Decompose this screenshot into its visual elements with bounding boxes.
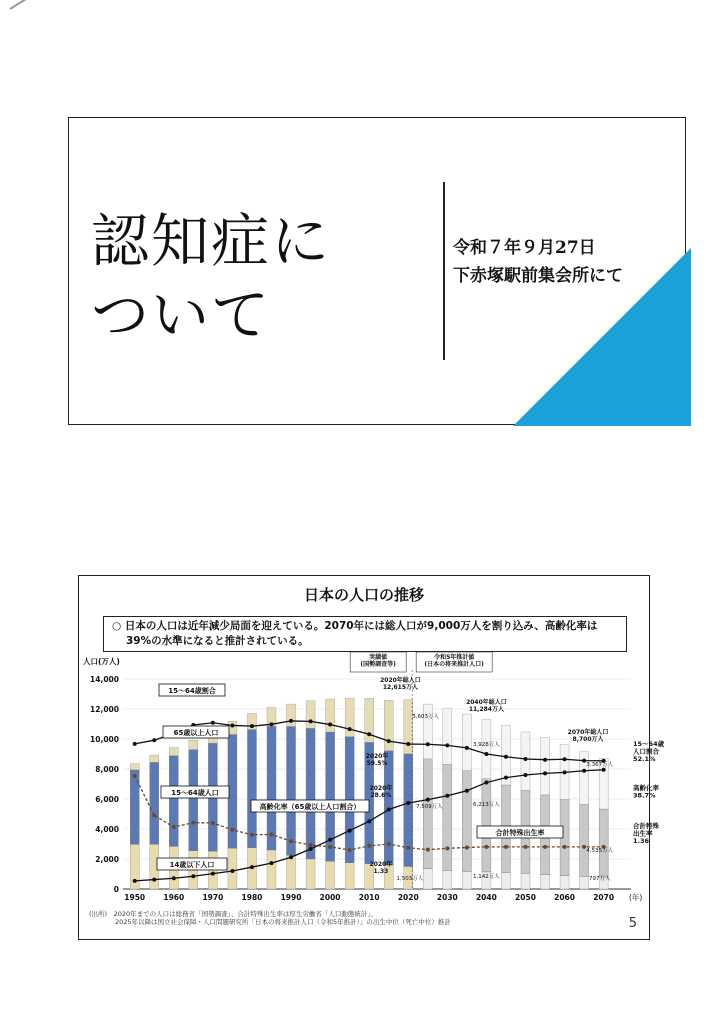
bar-segment-65 — [521, 732, 530, 790]
marker-fertility-rate — [563, 845, 567, 849]
bar-segment-14 — [521, 873, 530, 889]
marker-aging-rate — [406, 801, 410, 805]
annotation-right-15-64: 15～64歳人口割合 52.1% — [633, 740, 665, 763]
annotation-ratio-2020: 2020年 59.5% — [365, 753, 389, 767]
annotation-65-2040: 3,928万人 — [473, 742, 500, 748]
marker-aging-rate — [309, 847, 313, 851]
annotation-15-64-2020: 7,509万人 — [416, 804, 443, 810]
marker-fertility-rate — [289, 839, 293, 843]
circle-bullet-icon: ○ — [112, 620, 125, 632]
marker-15-64-ratio — [367, 732, 371, 736]
marker-fertility-rate — [211, 821, 215, 825]
marker-fertility-rate — [309, 843, 313, 847]
y-tick-label: 14,000 — [90, 675, 119, 684]
bar-segment-14 — [287, 855, 296, 889]
bar-segment-65 — [423, 704, 432, 759]
bar-segment-65 — [150, 755, 159, 762]
marker-aging-rate — [133, 879, 137, 883]
marker-fertility-rate — [328, 845, 332, 849]
x-tick-label: 2050 — [515, 893, 536, 902]
annotation-65-2070: 3,367万人 — [586, 762, 614, 768]
bar-segment-65 — [443, 709, 452, 764]
marker-15-64-ratio — [289, 719, 293, 723]
x-axis-unit-label: (年) — [629, 893, 643, 902]
event-date: 令和７年９月27日 — [453, 238, 596, 258]
bar-segment-14 — [462, 871, 471, 889]
summary-line-2: 39%の水準になると推計されている。 — [126, 635, 309, 647]
marker-aging-rate — [602, 768, 606, 772]
marker-aging-rate — [191, 874, 195, 878]
chart-slide-title: 日本の人口の推移 — [303, 586, 424, 604]
marker-aging-rate — [367, 819, 371, 823]
bar-segment-14 — [443, 870, 452, 889]
marker-15-64-ratio — [387, 739, 391, 743]
bar-segment-14 — [501, 872, 510, 889]
y-tick-label: 6,000 — [95, 795, 119, 804]
bar-segment-14 — [541, 875, 550, 889]
marker-15-64-ratio — [563, 757, 567, 761]
bar-segment-65 — [306, 701, 315, 728]
y-tick-label: 8,000 — [95, 765, 119, 774]
bar-segment-14 — [267, 850, 276, 889]
legend-fertility-rate: 合計特殊出生率 — [495, 829, 545, 837]
annotation-total-2070: 2070年総人口 8,700万人 — [567, 729, 609, 743]
marker-fertility-rate — [152, 814, 156, 818]
x-tick-label: 1990 — [280, 893, 302, 902]
marker-fertility-rate — [426, 848, 430, 852]
marker-15-64-ratio — [250, 724, 254, 728]
x-tick-label: 2010 — [358, 893, 380, 902]
bar-segment-15-64 — [287, 726, 296, 855]
bar-segment-65 — [287, 704, 296, 726]
x-tick-label: 1980 — [241, 893, 263, 902]
marker-fertility-rate — [406, 846, 410, 850]
marker-fertility-rate — [348, 848, 352, 852]
bar-segment-65 — [462, 714, 471, 771]
population-chart-slide — [78, 575, 665, 940]
marker-aging-rate — [465, 789, 469, 793]
marker-aging-rate — [387, 808, 391, 812]
source-note — [89, 910, 451, 926]
bar-segment-15-64 — [423, 759, 432, 869]
annotation-total-2020: 2020年総人口 12,615万人 — [380, 677, 421, 691]
x-tick-label: 2030 — [436, 893, 458, 902]
bar-segment-65 — [541, 738, 550, 795]
marker-fertility-rate — [465, 845, 469, 849]
bar-segment-65 — [189, 740, 198, 749]
x-tick-label: 1970 — [202, 893, 224, 902]
annotation-65-2020: 3,603万人 — [412, 714, 440, 720]
y-axis-unit-label: 人口(万人) — [83, 657, 120, 666]
marker-aging-rate — [172, 876, 176, 880]
x-tick-label: 2060 — [554, 893, 576, 902]
bar-segment-15-64 — [599, 809, 608, 877]
marker-fertility-rate — [250, 833, 254, 837]
slide-subtitle — [453, 234, 623, 290]
marker-aging-rate — [230, 869, 234, 873]
marker-aging-rate — [289, 855, 293, 859]
marker-fertility-rate — [543, 845, 547, 849]
marker-15-64-ratio — [465, 746, 469, 750]
y-tick-label: 10,000 — [90, 735, 119, 744]
marker-aging-rate — [269, 861, 273, 865]
marker-15-64-ratio — [269, 722, 273, 726]
marker-fertility-rate — [172, 825, 176, 829]
marker-aging-rate — [484, 781, 488, 785]
bar-segment-14 — [228, 848, 237, 889]
bar-segment-15-64 — [443, 764, 452, 870]
marker-15-64-ratio — [426, 742, 430, 746]
y-tick-label: 12,000 — [90, 705, 119, 714]
legend-15-64-ratio: 15～64歳割合 — [168, 687, 216, 695]
marker-15-64-ratio — [484, 752, 488, 756]
annotation-14-2070: 797万人 — [588, 876, 611, 882]
marker-15-64-ratio — [523, 757, 527, 761]
bar-segment-15-64 — [580, 804, 589, 876]
marker-fertility-rate — [367, 844, 371, 848]
bar-segment-65 — [326, 699, 335, 732]
marker-15-64-ratio — [328, 723, 332, 727]
bar-segment-14 — [345, 863, 354, 889]
marker-15-64-ratio — [504, 755, 508, 759]
x-tick-label: 2000 — [319, 893, 341, 902]
bar-segment-14 — [560, 876, 569, 889]
marker-aging-rate — [152, 878, 156, 882]
marker-fertility-rate — [484, 845, 488, 849]
marker-fertility-rate — [445, 846, 449, 850]
marker-15-64-ratio — [348, 727, 352, 731]
marker-aging-rate — [504, 776, 508, 780]
marker-aging-rate — [523, 773, 527, 777]
legend-aging-rate: 高齢化率（65歳以上人口割合） — [259, 803, 361, 811]
marker-15-64-ratio — [152, 738, 156, 742]
divider-line — [443, 182, 445, 360]
marker-fertility-rate — [504, 845, 508, 849]
x-tick-label: 2020 — [397, 893, 419, 902]
marker-fertility-rate — [230, 828, 234, 832]
x-tick-label: 1960 — [163, 893, 185, 902]
bar-segment-14 — [306, 859, 315, 889]
annotation-14-2020: 1,503万人 — [396, 876, 424, 882]
marker-aging-rate — [250, 865, 254, 869]
marker-aging-rate — [445, 794, 449, 798]
marker-15-64-ratio — [133, 742, 137, 746]
annotation-15-64-2070: 4,535万人 — [586, 848, 614, 854]
y-tick-label: 2,000 — [95, 855, 119, 864]
x-tick-label: 2040 — [475, 893, 497, 902]
bar-segment-15-64 — [247, 729, 256, 847]
marker-aging-rate — [563, 770, 567, 774]
marker-aging-rate — [426, 798, 430, 802]
marker-fertility-rate — [191, 821, 195, 825]
actual-period-label: 実績値(国勢調査等) — [360, 654, 396, 668]
bar-segment-14 — [580, 876, 589, 889]
marker-fertility-rate — [523, 845, 527, 849]
bar-segment-14 — [423, 869, 432, 889]
bar-segment-65 — [482, 720, 491, 779]
title-slide — [68, 117, 686, 425]
scan-mark — [9, 0, 39, 10]
population-chart — [79, 648, 665, 948]
legend-65-plus: 65歳以上人口 — [173, 729, 219, 737]
marker-15-64-ratio — [543, 758, 547, 762]
legend-14-under: 14歳以下人口 — [169, 861, 215, 869]
bar-segment-65 — [384, 700, 393, 750]
event-venue: 下赤塚駅前集会所にて — [453, 266, 623, 286]
marker-aging-rate — [328, 838, 332, 842]
marker-aging-rate — [582, 769, 586, 773]
bar-segment-65 — [130, 764, 139, 770]
marker-fertility-rate — [387, 842, 391, 846]
projection-period-label: 令和5年推計値(日本の将来推計人口) — [424, 654, 484, 668]
bar-segment-15-64 — [189, 750, 198, 851]
bar-segment-15-64 — [482, 779, 491, 872]
annotation-15-64-2040: 6,213万人 — [473, 802, 500, 808]
marker-15-64-ratio — [230, 723, 234, 727]
marker-aging-rate — [348, 829, 352, 833]
x-tick-label: 1950 — [124, 893, 146, 902]
annotation-right-aging: 高齢化率 38.7% — [633, 784, 659, 800]
source-note-line-1: (出所) 2020年までの人口は総務省「国勢調査」、合計特殊出生率は厚生労働省「人口動態統計」、 — [89, 910, 378, 918]
bar-segment-15-64 — [462, 771, 471, 872]
marker-15-64-ratio — [309, 719, 313, 723]
bar-segment-65 — [169, 748, 178, 756]
marker-aging-rate — [211, 872, 215, 876]
bar-segment-14 — [326, 861, 335, 889]
marker-15-64-ratio — [211, 721, 215, 725]
annotation-aging-2020: 2020年 28.6% — [369, 785, 393, 799]
x-tick-label: 2070 — [593, 893, 615, 902]
bar-segment-15-64 — [150, 762, 159, 844]
y-tick-label: 4,000 — [95, 825, 119, 834]
marker-fertility-rate — [269, 832, 273, 836]
marker-aging-rate — [543, 771, 547, 775]
legend-15-64: 15～64歳人口 — [171, 789, 219, 797]
marker-fertility-rate — [133, 774, 137, 778]
annotation-right-tfr: 合計特殊出生率 1.36 — [633, 822, 659, 845]
y-tick-label: 0 — [113, 885, 119, 894]
bar-segment-15-64 — [169, 756, 178, 847]
annotation-total-2040: 2040年総人口 11,284万人 — [466, 699, 507, 713]
summary-line-1: 日本の人口は近年減少局面を迎えている。2070年には総人口が9,000万人を割り込み、高齢化率は — [124, 620, 598, 632]
summary-box — [103, 616, 627, 652]
source-note-line-2: 2025年以降は国立社会保障・人口問題研究所「日本の将来推計人口（令和5年推計）」の出生中位（死亡中位）推計 — [115, 918, 451, 926]
page-number: 5 — [628, 916, 637, 931]
annotation-tfr-2020: 2020年 1.33 — [369, 861, 393, 875]
annotation-14-2040: 1,142万人 — [473, 874, 500, 880]
marker-15-64-ratio — [445, 743, 449, 747]
marker-15-64-ratio — [406, 742, 410, 746]
bar-segment-15-64 — [306, 728, 315, 859]
bar-segment-15-64 — [267, 726, 276, 850]
slide-title: 認知症に ついて — [91, 207, 332, 349]
